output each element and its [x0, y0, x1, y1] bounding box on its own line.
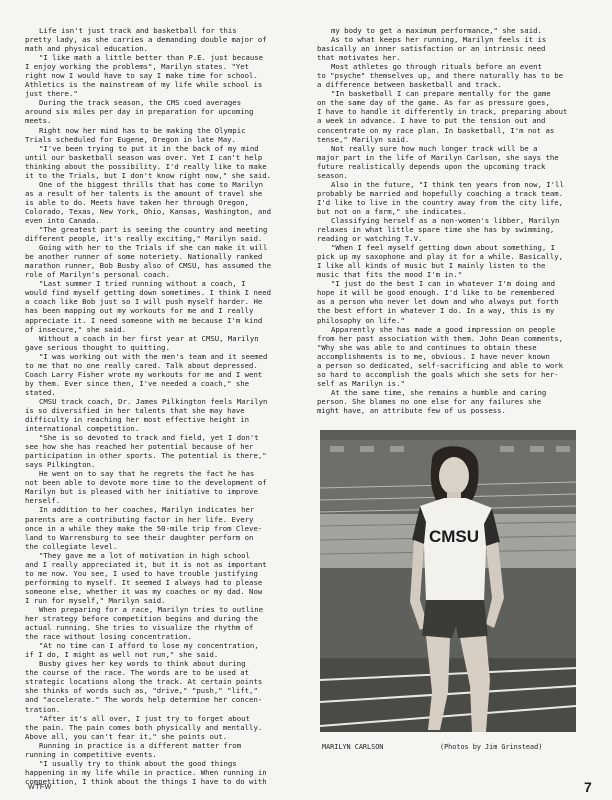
footer-mark: WTFW [28, 784, 52, 791]
article-paragraph: Classifying herself as a non-women's libber, Marilyn relaxes in what little spare time she has by swimming, reading or watching T.V. [317, 215, 560, 244]
page-number: 7 [584, 779, 592, 795]
photo-caption-name: MARILYN CARLSON [322, 743, 384, 751]
article-paragraph: "In basketball I can prepare mentally for the game on the same day of the game. As far as pressure goes, I have to handle it differently in track, preparing about a week in advance. I have to put the tension out and concentrate on my race plan. In basketball, I'm not as tense," Marilyn said. [317, 89, 568, 144]
article-paragraph: "I like math a little better than P.E. just because I enjoy working the problems", Marilyn states. "Yet right now I would have to say I make time for school. Athletics is the mainstream of my life while school is just there." [25, 53, 264, 99]
article-paragraph: As to what keeps her running, Marilyn feels it is basically an inner satisfaction or an intrinsic need that motivates her. [317, 35, 547, 63]
article-paragraph: During the track season, the CMS coed averages around six miles per day in preparation for upcoming meets. [25, 98, 254, 126]
article-paragraph: At the same time, she remains a humble and caring person. She blames no one else for any failures she might have, an attribute few of us possess. [317, 387, 547, 415]
athlete-photo-illustration [320, 430, 576, 732]
shirt-text: CMSU [428, 527, 480, 546]
athlete-photo [320, 430, 576, 732]
article-paragraph: Not really sure how much longer track will be a major part in the life of Marilyn Carlson, she says the future realistically depends upon the upcoming track season. [317, 143, 559, 180]
article-paragraph: "The greatest part is seeing the country and meeting different people, it's really exciting," Marilyn said. [25, 225, 268, 244]
article-paragraph: In addition to her coaches, Marilyn indicates her parents are a contributing factor in her life. Every once in a while they make the 50-mile trip from Cleve- land to Warrensburg to see their daughter perform on the collegiate level. [25, 505, 263, 551]
article-paragraph: "She is so devoted to track and field, yet I don't see how she has reached her potential because of her participation in other sports. The potential is there," says Pilkington. [25, 433, 267, 470]
article-paragraph: "After it's all over, I just try to forget about the pain. The pain comes both physically and mentally. Above all, you can't fear it," she points out. [25, 713, 263, 741]
article-paragraph: "I've been trying to put it in the back of my mind until our basketball season was over. Yet I can't help thinking about the possibility. I'd really like to make it to the Trials, but I don't know right now," she said. [25, 143, 272, 180]
article-paragraph: "I just do the best I can in whatever I'm doing and hope it will be good enough. I'd like to be remembered as a person who never let down and who always put forth the best effort in whatever I do. In a way, this is my philosophy on life." [317, 279, 559, 325]
article-paragraph: my body to get a maximum performance," she said. [331, 26, 542, 35]
article-paragraph: He went on to say that he regrets the fact he has not been able to devote more time to the development of Marilyn but is pleased with her initiative to improve herself. [25, 469, 267, 506]
article-paragraph: "I usually try to think about the good things happening in my life while in practice. When running in competition, I think about the things I have to do with [25, 758, 267, 786]
article-paragraph: "Last summer I tried running without a coach, I would find myself getting down sometimes. I think I need a coach like Bob just so I will push myself harder. He has been mapping out my workouts for me and I really appreciate it. I need someone with me because I'm kind of insecure," she said. [25, 279, 272, 334]
article-paragraph: "I was working out with the men's team and it seemed to me that no one really cared. Talk about depressed. Coach Larry Fisher wrote my workouts for me and I went by them. Ever since then, I've needed a coach," she stated. [25, 351, 268, 397]
article-paragraph: "They gave me a lot of motivation in high school and I really appreciated it, but it is not as important to me now. You see, I used to have trouble justifying performing to myself. It seemed I always had to please someone else, whether it was my coaches or my dad. Now I run for myself," Marilyn said. [25, 550, 267, 605]
photo-credit: (Photos by Jim Grinstead) [440, 743, 543, 751]
article-paragraph: One of the biggest thrills that has come to Marilyn as a result of her talents is the amount of travel she is able to do. Meets have taken her through Oregon, Colorado, Texas, New York, Ohio, Kansas, Washington, and even into Canada. [25, 179, 272, 225]
article-paragraph: Running in practice is a different matter from running in competitive events. [25, 740, 242, 759]
article-paragraph: CMSU track coach, Dr. James Pilkington feels Marilyn is so diversified in her talents that she may have difficulty in reaching her most effective height in international competition. [25, 396, 268, 434]
article-paragraph: Apparently she has made a good impression on people from her past association with them. John Dean comments, "Why she was able to and continues to obtain these accomplishments is to me, obvious. I have never known a person so dedicated, self-sacrificing and able to work so hard to accomplish the goals which she sets for her- self as Marilyn is." [317, 324, 564, 388]
article-paragraph: Also in the future, "I think ten years from now, I'll probably be married and hopefully coaching a track team. I'd like to live in the country away from the city life, but not on a farm," she indicates. [317, 179, 564, 216]
article-paragraph: When preparing for a race, Marilyn tries to outline her strategy before competition begins and during the actual running. She tries to visualize the rhythm of the race without losing concentration. [25, 605, 264, 642]
article-paragraph: "When I feel myself getting down about something, I pick up my saxophone and play it for a while. Basically, I like all kinds of music but I mainly listen to the music that fits the mood I'm in." [317, 243, 564, 280]
article-paragraph: Without a coach in her first year at CMSU, Marilyn gave serious thought to quitting. [25, 333, 259, 352]
article-paragraph: Right now her mind has to be making the Olympic Trials scheduled for Eugene, Oregon in late May. [25, 125, 246, 144]
article-paragraph: Busby gives her key words to think about during the course of the race. The words are to be used at strategic locations along the track. At certain points she thinks of words such as, "drive," "push," "lift," and "accelerate." The words help determine her concen- tration. [25, 659, 263, 714]
article-column-right [317, 26, 589, 415]
article-column-left [25, 26, 307, 786]
article-paragraph: Going with her to the Trials if she can make it will be another runner of some noteriety. Nationally ranked marathon runner, Bob Busby also of CMSU, has assumed the role of Marilyn's personal coach. [25, 243, 272, 280]
article-paragraph: Most athletes go through rituals before an event to "psyche" themselves up, and there naturally has to be a difference between basketball and track. [317, 62, 564, 90]
article-paragraph: Life isn't just track and basketball for this pretty lady, as she carries a demanding double major of math and physical education. [25, 26, 267, 54]
article-paragraph: "At no time can I afford to lose my concentration, if I do, I might as well not run," she said. [25, 641, 259, 660]
